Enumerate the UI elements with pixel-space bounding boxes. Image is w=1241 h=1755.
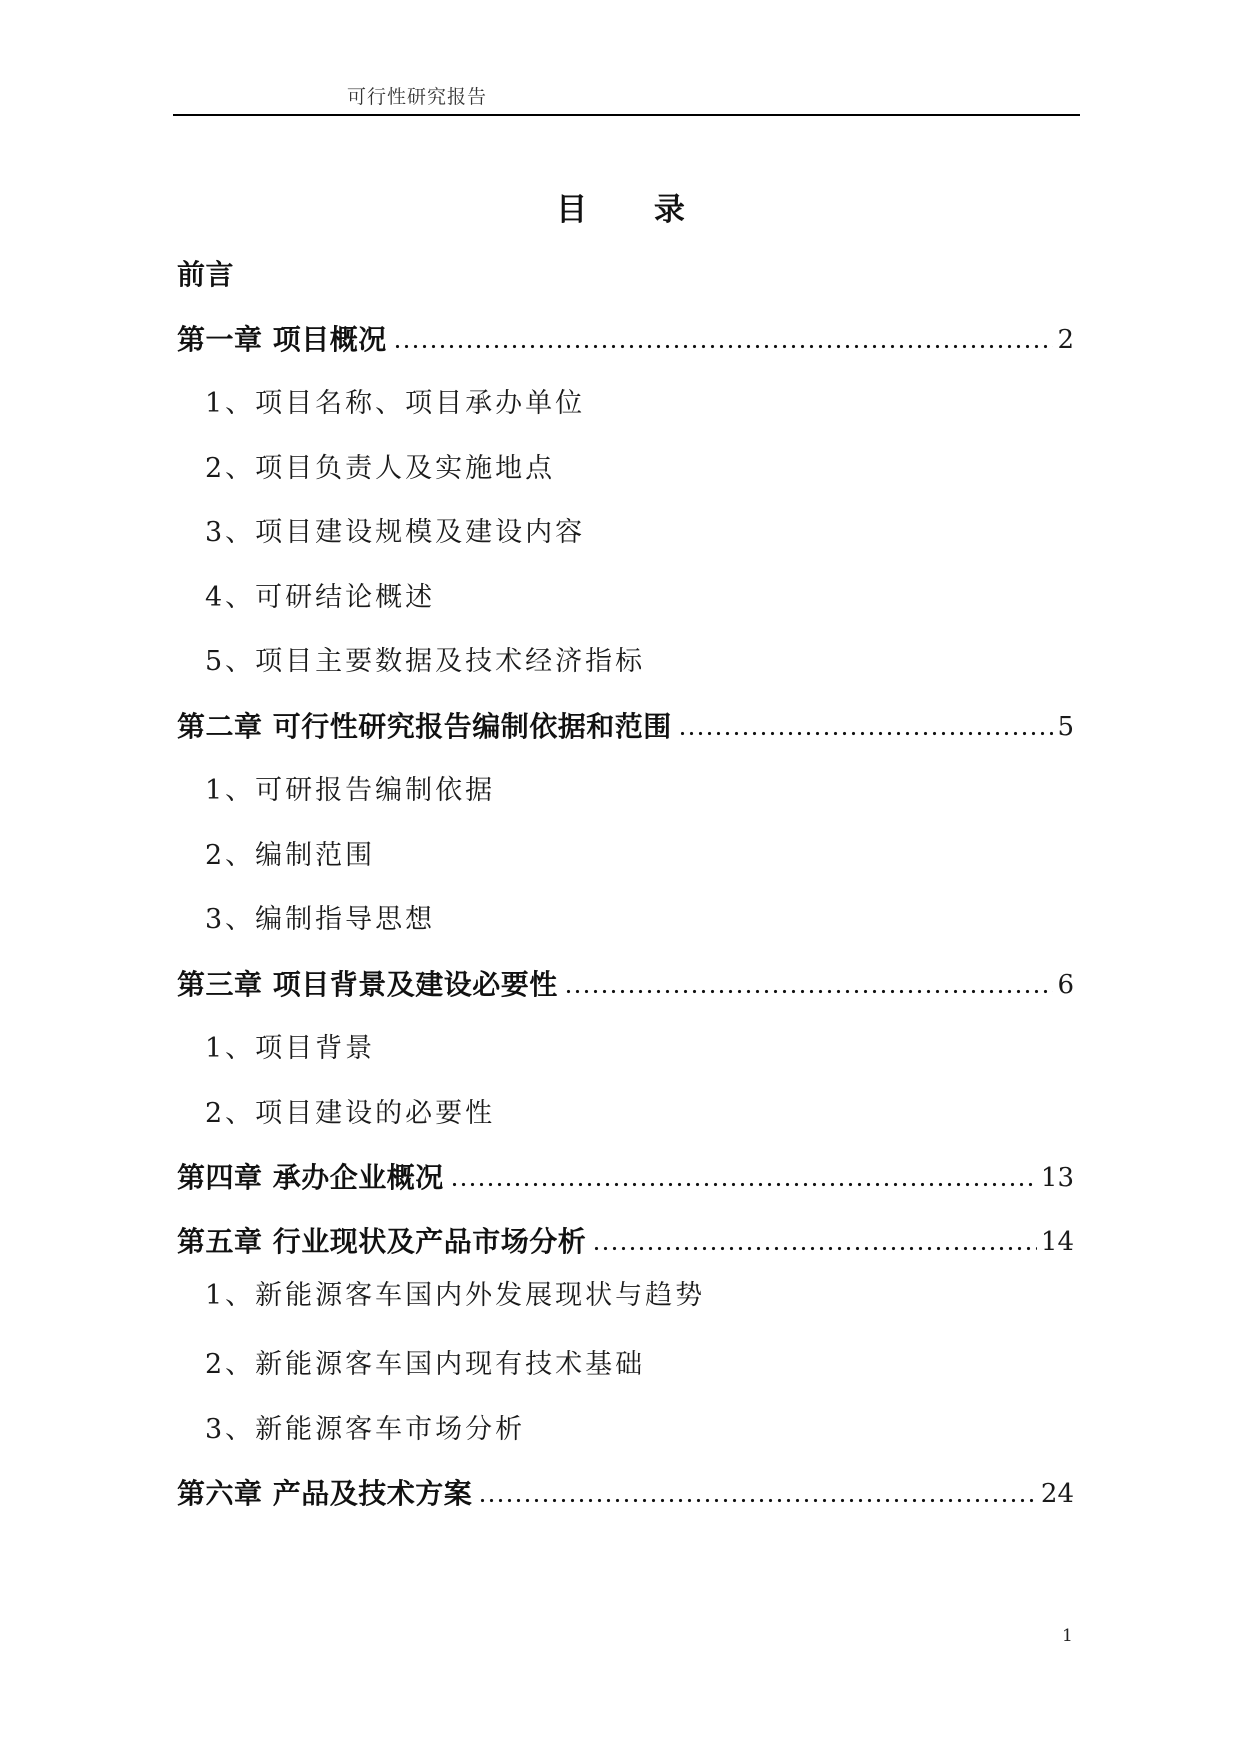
toc-item-label: 3、新能源客车市场分析 [205, 1414, 526, 1445]
toc-chapter-2[interactable] [177, 707, 1074, 747]
running-header: 可行性研究报告 [347, 86, 488, 108]
toc-page-number: 6 [1057, 970, 1074, 1000]
toc-chapter-label: 第五章 行业现状及产品市场分析 [177, 1225, 587, 1258]
toc-preface-label: 前言 [177, 258, 235, 291]
toc-item-label: 5、项目主要数据及技术经济指标 [205, 646, 646, 677]
toc-page-number: 14 [1040, 1227, 1074, 1257]
toc-item-label: 3、项目建设规模及建设内容 [205, 517, 586, 548]
toc-chapter-label: 第六章 产品及技术方案 [177, 1477, 473, 1510]
toc-chapter-4[interactable] [177, 1158, 1074, 1198]
toc-item-label: 2、新能源客车国内现有技术基础 [205, 1349, 646, 1380]
toc-item[interactable] [205, 771, 1074, 811]
toc-page-number: 13 [1040, 1163, 1074, 1193]
toc-item-label: 4、可研结论概述 [205, 582, 436, 613]
toc-title: 目 录 [556, 192, 713, 228]
toc-item[interactable] [205, 449, 1074, 489]
toc-item[interactable] [205, 900, 1074, 940]
toc-dot-leader [478, 1474, 1037, 1514]
toc-page-number: 2 [1057, 325, 1074, 355]
toc-item[interactable] [205, 1345, 1074, 1385]
toc-item[interactable] [205, 642, 1074, 682]
toc-chapter-6[interactable] [177, 1474, 1074, 1514]
toc-item[interactable] [205, 1094, 1074, 1134]
toc-chapter-label: 第二章 可行性研究报告编制依据和范围 [177, 710, 672, 743]
footer-page-number: 1 [1062, 1626, 1073, 1646]
toc-chapter-1[interactable] [177, 320, 1074, 360]
toc-dot-leader [450, 1158, 1037, 1198]
toc-item-label: 1、项目名称、项目承办单位 [205, 388, 586, 419]
toc-chapter-label: 第三章 项目背景及建设必要性 [177, 968, 558, 1001]
toc-dot-leader [678, 707, 1054, 747]
toc-item-label: 2、项目建设的必要性 [205, 1098, 496, 1129]
toc-item-label: 3、编制指导思想 [205, 904, 436, 935]
toc-item[interactable] [205, 836, 1074, 876]
toc-dot-leader [393, 320, 1054, 360]
toc-item-label: 1、项目背景 [205, 1033, 376, 1064]
toc-item[interactable] [205, 1276, 1074, 1316]
toc-item-label: 1、新能源客车国内外发展现状与趋势 [205, 1280, 706, 1311]
toc-dot-leader [592, 1222, 1037, 1262]
toc-chapter-3[interactable] [177, 965, 1074, 1005]
toc-item-label: 1、可研报告编制依据 [205, 775, 496, 806]
toc-chapter-label: 第四章 承办企业概况 [177, 1161, 444, 1194]
toc-item[interactable] [205, 1029, 1074, 1069]
toc-item[interactable] [205, 1410, 1074, 1450]
toc-item[interactable] [205, 384, 1074, 424]
toc-dot-leader [564, 965, 1054, 1005]
toc-chapter-label: 第一章 项目概况 [177, 323, 387, 356]
toc-page-number: 5 [1057, 712, 1074, 742]
toc-item-label: 2、项目负责人及实施地点 [205, 453, 556, 484]
toc-entry-preface[interactable] [177, 255, 1074, 295]
toc-chapter-5[interactable] [177, 1222, 1074, 1262]
toc-page-number: 24 [1040, 1479, 1074, 1509]
header-rule [173, 114, 1080, 116]
toc-item[interactable] [205, 513, 1074, 553]
toc-item[interactable] [205, 578, 1074, 618]
toc-item-label: 2、编制范围 [205, 840, 376, 871]
